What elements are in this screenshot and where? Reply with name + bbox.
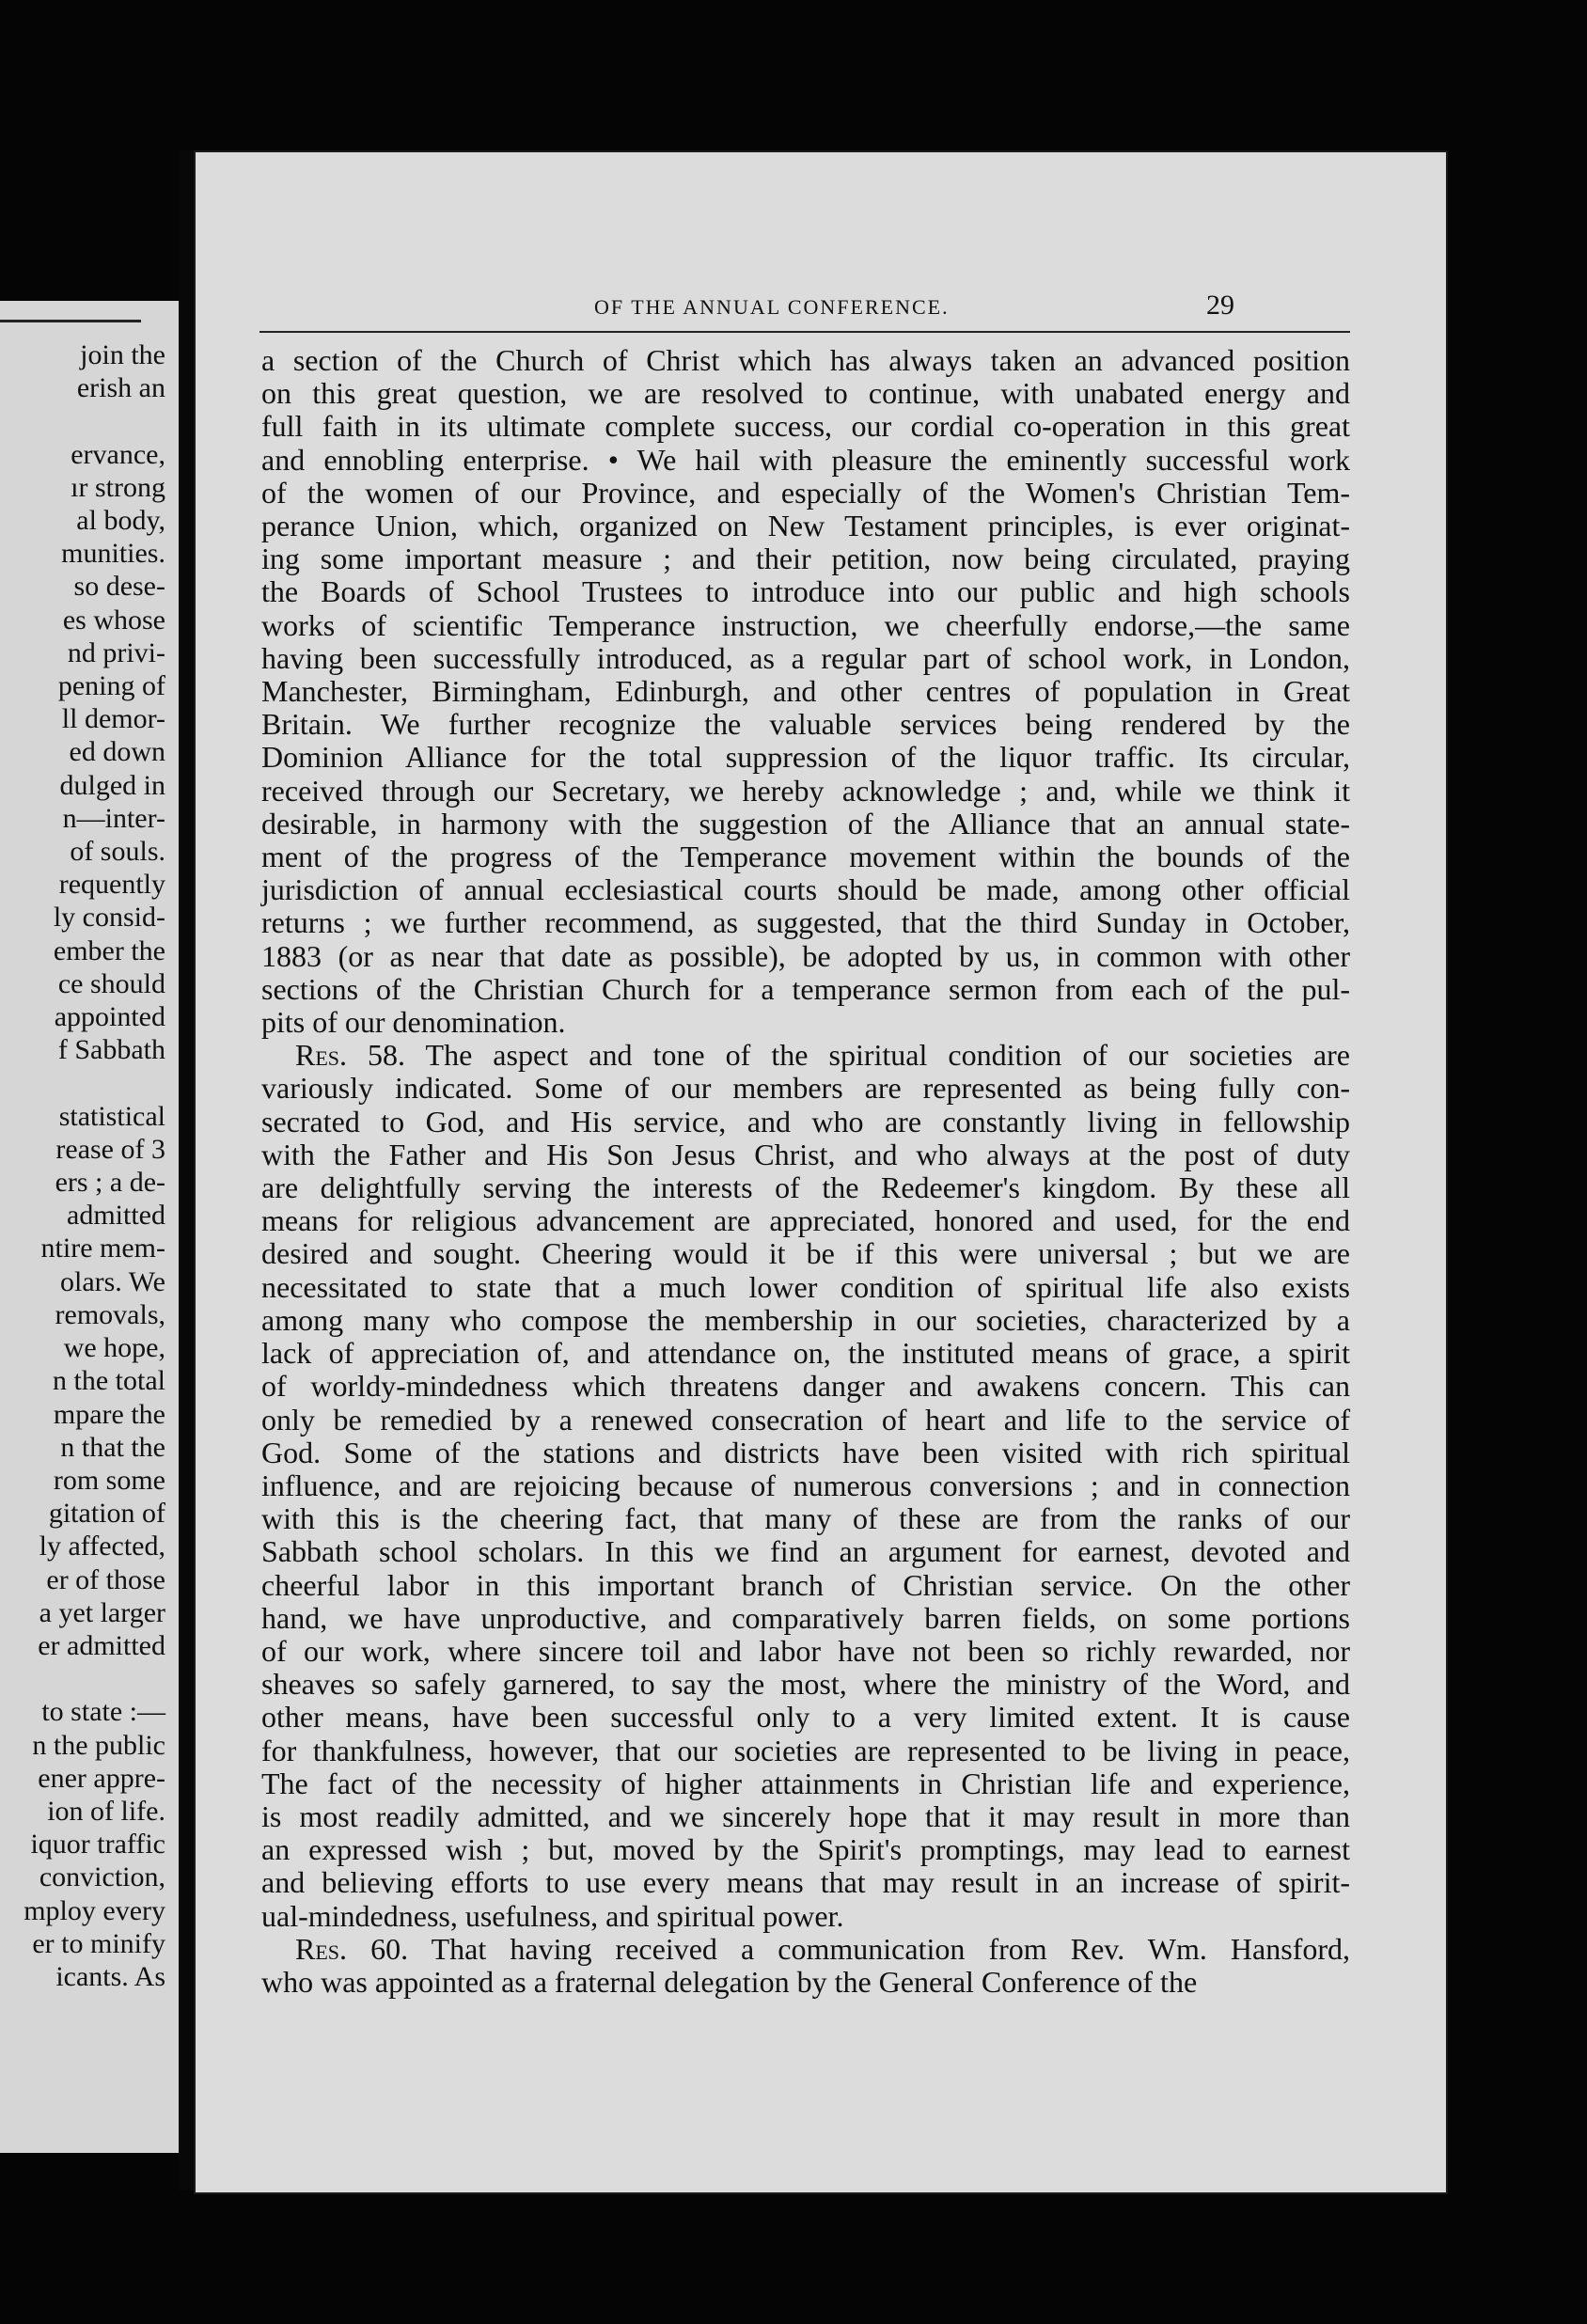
text-line — [261, 1039, 1350, 1072]
text-line: for thankfulness, however, that our societies are represented to be living in peace, — [261, 1733, 1350, 1767]
facing-page-line: ly affected, — [39, 1531, 165, 1562]
facing-page-line: gitation of — [48, 1498, 165, 1530]
facing-page-text — [24, 338, 165, 1993]
facing-page-line: ntire mem- — [40, 1233, 165, 1264]
facing-page-line: conviction, — [39, 1861, 165, 1893]
text-line: having been successfully introduced, as a regular part of school work, in London, — [261, 640, 1350, 675]
text-line: Sabbath school scholars. In this we find an argument for earnest, devoted and — [261, 1534, 1350, 1569]
facing-page-line: nd privi- — [67, 636, 165, 668]
text-line: pits of our denomination. — [261, 1005, 566, 1040]
text-line: who was appointed as a fraternal delegation by the General Conference of the — [261, 1964, 1198, 1999]
facing-page-line: es whose — [62, 604, 165, 636]
text-line: cheerful labor in this important branch of Christian service. On the other — [261, 1567, 1350, 1602]
paragraph — [261, 344, 1350, 1039]
text-line: sections of the Christian Church for a temperance sermon from each of the pul- — [261, 971, 1350, 1006]
text-line: and believing efforts to use every means that may result in an increase of spirit- — [261, 1865, 1350, 1900]
text-line: the Boards of School Trustees to introduce into our public and high schools — [261, 574, 1350, 609]
text-line — [261, 1933, 1350, 1966]
paragraph — [261, 1039, 1350, 1932]
text-line: 1883 (or as near that date as possible), be adopted by us, in common with other — [261, 938, 1350, 973]
text-line: of the women of our Province, and especially of the Women's Christian Tem- — [261, 475, 1350, 510]
facing-page-line: rease of 3 — [55, 1133, 165, 1165]
text-line: are delightfully serving the interests of the Redeemer's kingdom. By these all — [261, 1170, 1350, 1205]
text-line: ual-mindedness, usefulness, and spiritual power. — [261, 1898, 844, 1933]
facing-page-line: ers ; a de- — [55, 1167, 165, 1199]
text-line: Britain. We further recognize the valuable services being rendered by the — [261, 707, 1350, 742]
book-gutter — [179, 150, 194, 2191]
facing-page-fragment — [0, 301, 179, 2153]
text-line: is most readily admitted, and we sincerely hope that it may result in more than — [261, 1798, 1350, 1833]
page-body — [261, 344, 1350, 1999]
text-line: desirable, in harmony with the suggestion of the Alliance that an annual state- — [261, 806, 1350, 840]
text-line: Dominion Alliance for the total suppression of the liquor traffic. Its circular, — [261, 740, 1350, 775]
facing-page-line: munities. — [61, 538, 165, 570]
text-line: sheaves so safely garnered, to say the most, where the ministry of the Word, and — [261, 1667, 1350, 1702]
header-rule — [259, 331, 1350, 333]
text-line: only be remedied by a renewed consecration of heart and life to the service of — [261, 1402, 1350, 1437]
facing-page-line: statistical — [58, 1100, 165, 1132]
facing-page-line: mploy every — [24, 1894, 165, 1926]
facing-page-line: ed down — [69, 736, 165, 768]
facing-page-line: olars. We — [59, 1265, 165, 1297]
text-line: perance Union, which, organized on New Testament principles, is ever originat- — [261, 509, 1350, 543]
text-line: and ennobling enterprise. • We hail with pleasure the eminently successful work — [261, 442, 1350, 477]
text-line: returns ; we further recommend, as suggested, that the third Sunday in October, — [261, 905, 1350, 940]
text-line: of worldy-mindedness which threatens danger and awakens concern. This can — [261, 1369, 1350, 1404]
facing-page-line: erish an — [76, 372, 165, 404]
text-line: other means, have been successful only to a very limited extent. It is cause — [261, 1700, 1350, 1735]
facing-page-line: a yet larger — [39, 1596, 165, 1628]
page-number: 29 — [1206, 290, 1234, 321]
text-line: ment of the progress of the Temperance movement within the bounds of the — [261, 840, 1350, 874]
text-line: secrated to God, and His service, and who are constantly living in fellowship — [261, 1104, 1350, 1138]
facing-page-line: ce should — [57, 967, 165, 999]
facing-page-line: f Sabbath — [57, 1034, 165, 1066]
facing-page-line: of souls. — [70, 836, 165, 868]
facing-page-line: al body, — [76, 505, 165, 537]
text-line-content: The aspect and tone of the spiritual condition of our societies are — [405, 1038, 1350, 1073]
text-line: necessitated to state that a much lower condition of spiritual life also exists — [261, 1269, 1350, 1304]
facing-page-line: er to minify — [32, 1927, 165, 1959]
text-line: received through our Secretary, we hereby acknowledge ; and, while we think it — [261, 773, 1350, 808]
resolution-label: Res. 60. — [295, 1931, 409, 1966]
facing-page-line: n the total — [53, 1365, 165, 1397]
text-line: ing some important measure ; and their petition, now being circulated, praying — [261, 542, 1350, 576]
facing-page-line: appointed — [54, 1001, 165, 1033]
running-head-title: OF THE ANNUAL CONFERENCE. — [594, 295, 950, 319]
facing-page-line: rom some — [53, 1464, 165, 1496]
facing-page-line: er of those — [46, 1563, 165, 1595]
text-line: among many who compose the membership in our societies, characterized by a — [261, 1302, 1350, 1337]
text-line: full faith in its ultimate complete success, our cordial co-operation in this great — [261, 409, 1350, 444]
text-line-content: That having received a communication from Rev. Wm. Hansford, — [408, 1931, 1351, 1966]
text-line: The fact of the necessity of higher attainments in Christian life and experience, — [261, 1766, 1350, 1800]
facing-page-line: n—inter- — [62, 802, 165, 834]
facing-page-line: join the — [80, 339, 165, 370]
facing-page-line: requently — [58, 869, 165, 901]
facing-page-line: mpare the — [53, 1398, 165, 1430]
paragraph — [261, 1933, 1350, 1999]
facing-page-line: we hope, — [63, 1332, 165, 1364]
text-line: with this is the cheering fact, that many of these are from the ranks of our — [261, 1501, 1350, 1536]
facing-page-line: n that the — [60, 1431, 165, 1463]
page — [194, 150, 1448, 2194]
facing-page-line: ion of life. — [47, 1795, 165, 1827]
facing-page-rule — [0, 320, 141, 322]
text-line: influence, and are rejoicing because of numerous conversions ; and in connection — [261, 1468, 1350, 1502]
facing-page-line: so dese- — [73, 571, 165, 603]
facing-page-line: iquor traffic — [30, 1829, 165, 1861]
facing-page-line: ly consid- — [53, 902, 165, 934]
text-line: works of scientific Temperance instruction, we cheerfully endorse,—the same — [261, 607, 1350, 642]
facing-page-line: n the public — [32, 1729, 165, 1761]
text-line: an expressed wish ; but, moved by the Spirit's promptings, may lead to earnest — [261, 1832, 1350, 1867]
running-head — [196, 290, 1446, 327]
text-line: on this great question, we are resolved to continue, with unabated energy and — [261, 376, 1350, 411]
facing-page-line: er admitted — [38, 1629, 165, 1661]
text-line: desired and sought. Cheering would it be if this were universal ; but we are — [261, 1236, 1350, 1271]
text-line: lack of appreciation of, and attendance on, the instituted means of grace, a spirit — [261, 1336, 1350, 1371]
facing-page-line: icants. As — [55, 1960, 165, 1992]
text-line: God. Some of the stations and districts have been visited with rich spiritual — [261, 1435, 1350, 1469]
facing-page-line: ember the — [53, 934, 165, 966]
text-line: a section of the Church of Christ which has always taken an advanced position — [261, 343, 1350, 377]
text-line: of our work, where sincere toil and labor have not been so richly rewarded, nor — [261, 1633, 1350, 1668]
facing-page-line: ır strong — [71, 471, 165, 503]
facing-page-line — [24, 1066, 165, 1099]
facing-page-line: ener appre- — [38, 1762, 165, 1794]
text-line: Manchester, Birmingham, Edinburgh, and other centres of population in Great — [261, 674, 1350, 709]
facing-page-line: removals, — [55, 1298, 165, 1330]
text-line: variously indicated. Some of our members are represented as being fully con- — [261, 1071, 1350, 1106]
facing-page-line: ervance, — [71, 438, 165, 470]
text-line: hand, we have unproductive, and comparatively barren fields, on some portions — [261, 1600, 1350, 1635]
text-line: with the Father and His Son Jesus Christ, and who always at the post of duty — [261, 1137, 1350, 1171]
facing-page-line: to state :— — [41, 1696, 165, 1728]
resolution-label: Res. 58. — [295, 1038, 406, 1073]
facing-page-line — [24, 404, 165, 437]
text-line: jurisdiction of annual ecclesiastical courts should be made, among other official — [261, 872, 1350, 907]
facing-page-line: ll demor- — [61, 703, 165, 735]
facing-page-line: admitted — [67, 1200, 165, 1232]
facing-page-line: pening of — [57, 670, 165, 702]
text-line: means for religious advancement are appreciated, honored and used, for the end — [261, 1203, 1350, 1238]
facing-page-line: dulged in — [59, 769, 165, 801]
facing-page-line — [24, 1662, 165, 1695]
